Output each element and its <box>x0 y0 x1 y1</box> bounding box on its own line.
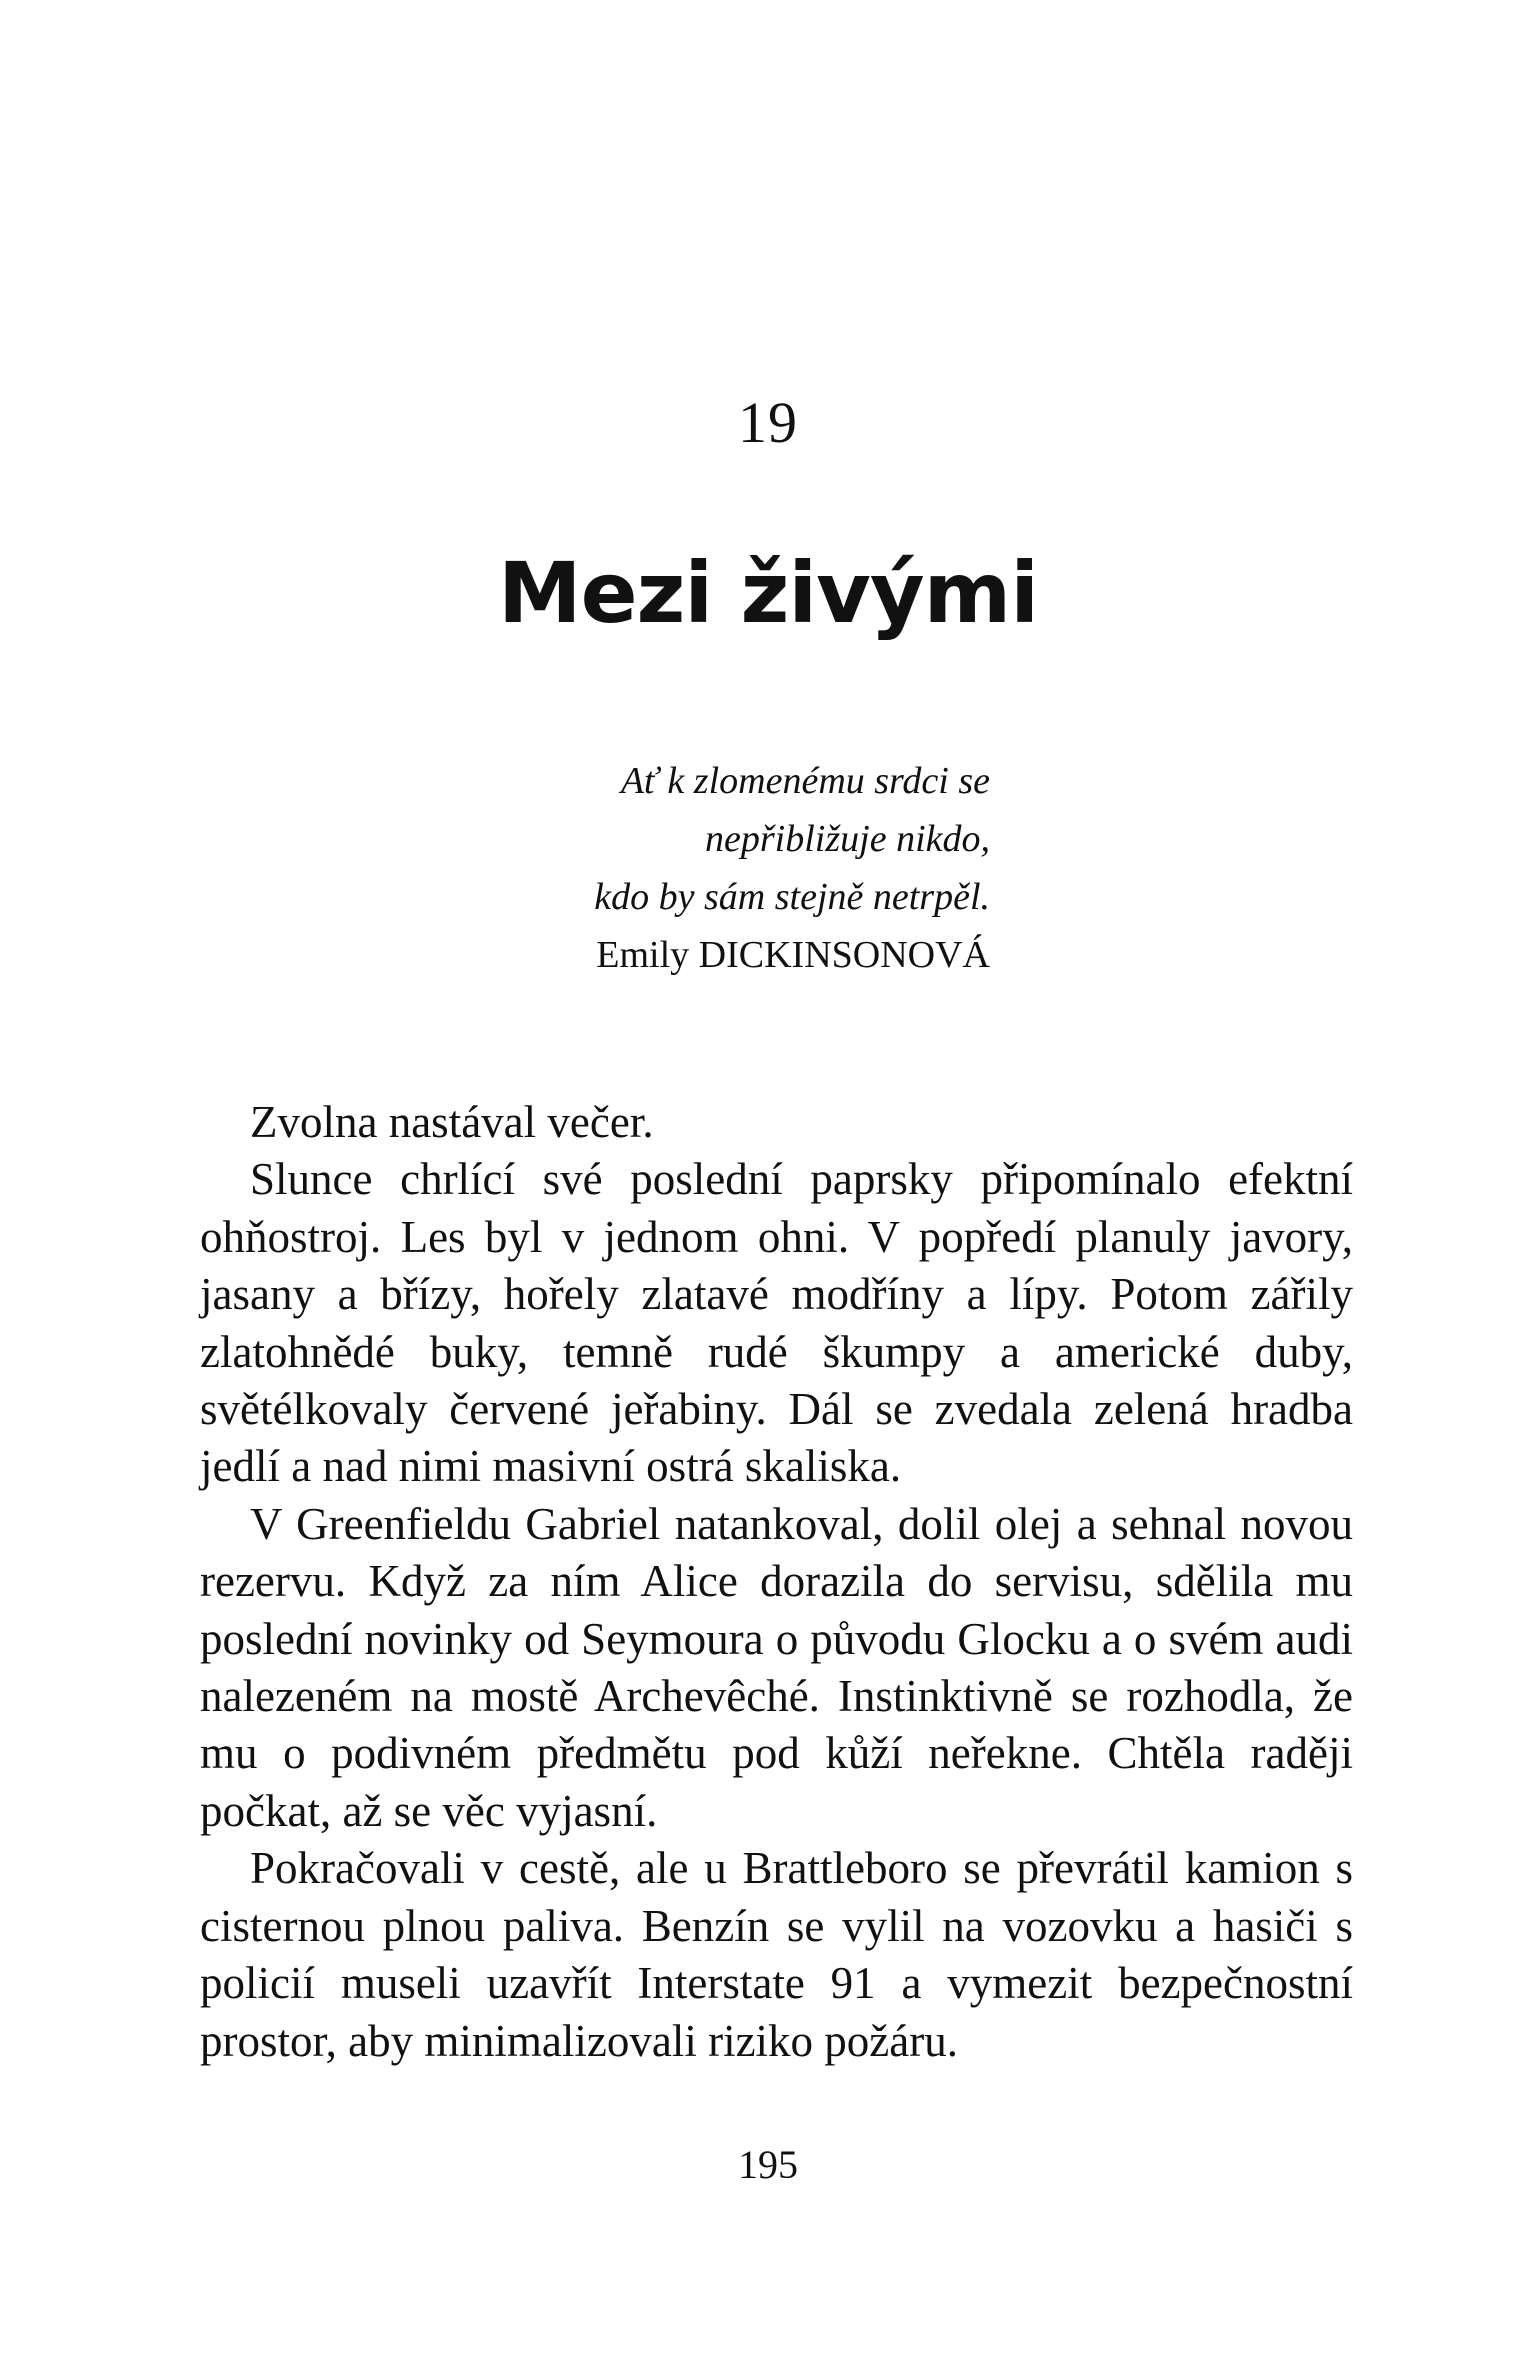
page-number: 195 <box>738 2142 798 2187</box>
epigraph-line: kdo by sám stejně netrpěl. <box>594 876 990 918</box>
paragraph: Pokračovali v cestě, ale u Brattleboro se převrátil kamion s cisternou plnou paliva. Benzín se vylil na vozovku a hasiči s policií museli uzavřít Interstate 91 a vymezit bezpečnostní prostor, aby minimalizovali riziko požáru. <box>200 1843 1353 2066</box>
paragraph: Slunce chrlící své poslední paprsky připomínalo efektní ohňostroj. Les byl v jednom ohni. V popředí planuly javory, jasany a břízy, hořely zlatavé modříny a lípy. Potom zářily zlatohnědé buky, temně rudé škumpy a americké duby, světélkovaly červené jeřabiny. Dál se zvedala zelená hradba jedlí a nad nimi masivní ostrá skaliska. <box>200 1154 1353 1492</box>
epigraph-line: nepřibližuje nikdo, <box>705 818 990 860</box>
paragraph: V Greenfieldu Gabriel natankoval, dolil olej a sehnal novou rezervu. Když za ním Alice dorazila do servisu, sdělila mu poslední novinky od Seymoura o původu Glocku a o svém audi nalezeném na mostě Archevêché. Instinktivně se rozhodla, že mu o podivném předmětu pod kůží neřekne. Chtěla raději počkat, až se věc vyjasní. <box>200 1498 1353 1836</box>
body-text <box>200 1094 1353 2070</box>
paragraph: Zvolna nastával večer. <box>250 1097 654 1147</box>
epigraph-author: Emily DICKINSONOVÁ <box>596 934 990 976</box>
epigraph-line: Ať k zlomenému srdci se <box>620 760 990 802</box>
epigraph <box>594 752 990 984</box>
chapter-title: Mezi živými <box>497 544 1038 642</box>
chapter-number: 19 <box>738 390 798 455</box>
